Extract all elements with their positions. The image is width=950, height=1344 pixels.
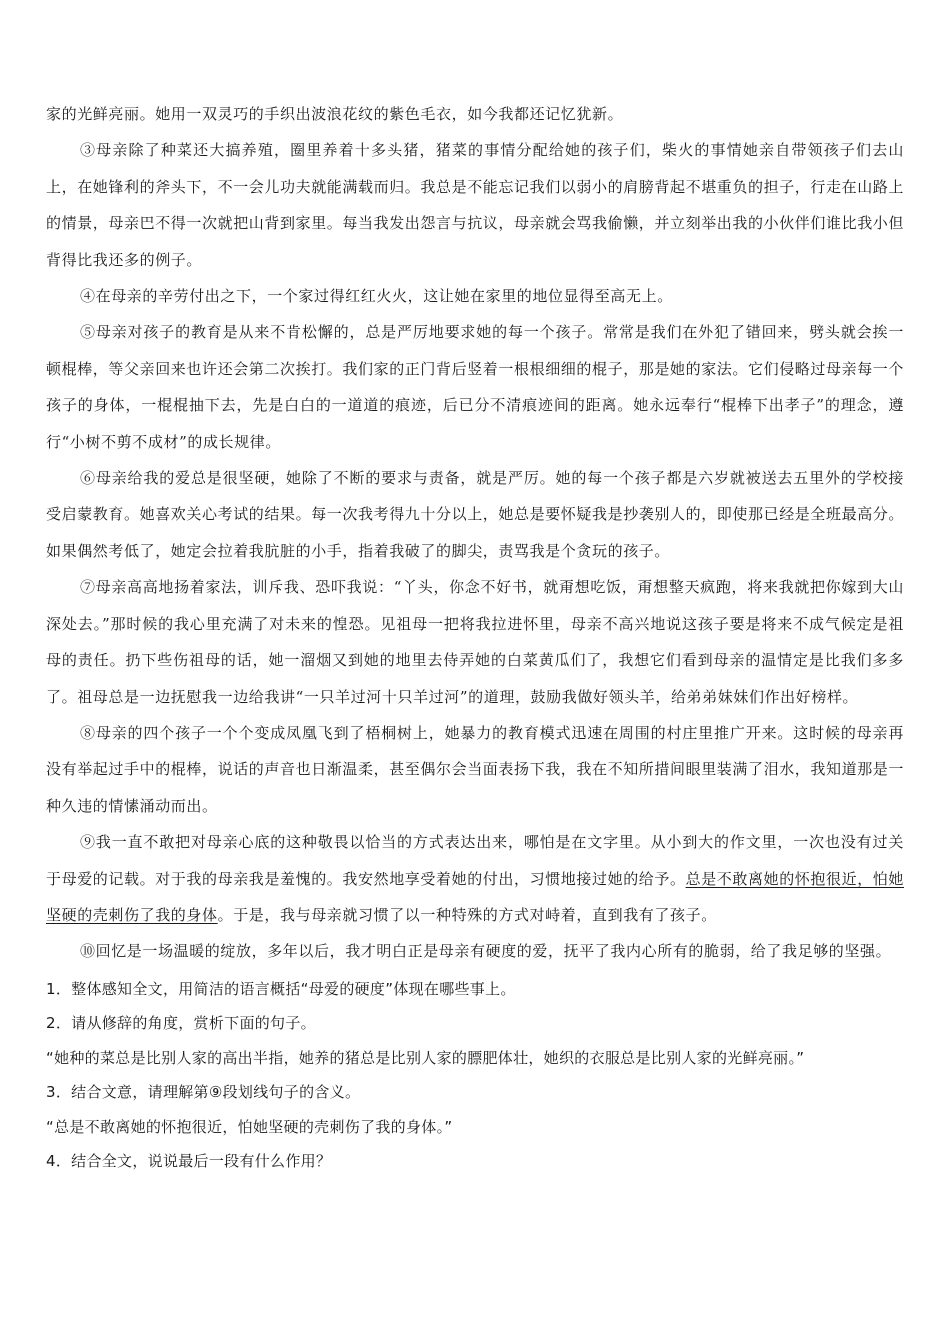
paragraph-9 [46,824,904,933]
question-3-quote: “总是不敢离她的怀抱很近，怕她坚硬的壳刺伤了我的身体。” [46,1117,453,1136]
paragraph-10: ⑩回忆是一场温暖的绽放，多年以后，我才明白正是母亲有硬度的爱，抚平了我内心所有的脆弱，给了我足够的坚强。 [80,942,892,961]
paragraph-7: ⑦母亲高高地扬着家法，训斥我、恐吓我说：“丫头，你念不好书，就甭想吃饭，甭想整天疯跑，将来我就把你嫁到大山深处去。”那时候的我心里充满了对未来的惶恐。见祖母一把将我拉进怀里，母亲不高兴地说这孩子要是将来不成气候定是祖母的责任。扔下些伤祖母的话，她一溜烟又到她的地里去侍弄她的白菜黄瓜们了，我想它们看到母亲的温情定是比我们多多了。祖母总是一边抚慰我一边给我讲“一只羊过河十只羊过河”的道理，鼓励我做好领头羊，给弟弟妹妹们作出好榜样。 [46,578,904,706]
question-1: 1．整体感知全文，用简洁的语言概括“母爱的硬度”体现在哪些事上。 [46,979,516,998]
paragraph-6: ⑥母亲给我的爱总是很坚硬，她除了不断的要求与责备，就是严厉。她的每一个孩子都是六岁就被送去五里外的学校接受启蒙教育。她喜欢关心考试的结果。每一次我考得九十分以上，她总是要怀疑我是抄袭别人的，即使那已经是全班最高分。如果偶然考低了，她定会拉着我肮脏的小手，指着我破了的脚尖，责骂我是个贪玩的孩子。 [46,469,905,560]
paragraph-9-text-before: ⑨我一直不敢把对母亲心底的这种敬畏以恰当的方式表达出来，哪怕是在文字里。从小到大的作文里，一次也没有过关于母爱的记载。对于我的母亲我是羞愧的。我安然地享受着她的付出，习惯地接过她的给予。 [46,833,904,888]
question-2: 2．请从修辞的角度，赏析下面的句子。 [46,1014,316,1033]
paragraph-3: ③母亲除了种菜还大搞养殖，圈里养着十多头猪，猪菜的事情分配给她的孩子们，柴火的事情她亲自带领孩子们去山上，在她锋利的斧头下，不一会儿功夫就能满载而归。我总是不能忘记我们以弱小的肩膀背起不堪重负的担子，行走在山路上的情景，母亲巴不得一次就把山背到家里。每当我发出怨言与抗议，母亲就会骂我偷懒，并立刻举出我的小伙伴们谁比我小但背得比我还多的例子。 [46,141,905,269]
paragraph-9-text-after: 。于是，我与母亲就习惯了以一种特殊的方式对峙着，直到我有了孩子。 [217,905,717,924]
paragraph-8: ⑧母亲的四个孩子一个个变成凤凰飞到了梧桐树上，她暴力的教育模式迅速在周围的村庄里推广开来。这时候的母亲再没有举起过手中的棍棒，说话的声音也日渐温柔，甚至偶尔会当面表扬下我，我在不知所措间眼里装满了泪水，我知道那是一种久违的情愫涌动而出。 [46,723,905,815]
question-4: 4．结合全文，说说最后一段有什么作用？ [46,1152,332,1171]
underlined-sentence: 总是不敢离她的怀抱很近，怕她坚硬的壳刺伤了我的身体 [46,869,905,924]
paragraph-intro-continued: 家的光鲜亮丽。她用一双灵巧的手织出波浪花纹的紫色毛衣，如今我都还记忆犹新。 [46,105,624,123]
paragraph-4: ④在母亲的辛劳付出之下，一个家过得红红火火，这让她在家里的地位显得至高无上。 [80,287,673,306]
paragraph-5: ⑤母亲对孩子的教育是从来不肯松懈的，总是严厉地要求她的每一个孩子。常常是我们在外犯了错回来，劈头就会挨一顿棍棒，等父亲回来也许还会第二次挨打。我们家的正门背后竖着一根根细细的棍子，那是她的家法。它们侵略过母亲每一个孩子的身体，一棍棍抽下去，先是白白的一道道的痕迹，后已分不清痕迹间的距离。她永远奉行“棍棒下出孝子”的理念，遵行“小树不剪不成材”的成长规律。 [46,323,905,451]
questions-section [46,972,904,1179]
question-3: 3．结合文意，请理解第⑨段划线句子的含义。 [46,1083,361,1102]
question-2-quote: “她种的菜总是比别人家的高出半指，她养的猪总是比别人家的膘肥体壮，她织的衣服总是比别人家的光鲜亮丽。” [46,1048,805,1067]
article-body [46,96,904,970]
